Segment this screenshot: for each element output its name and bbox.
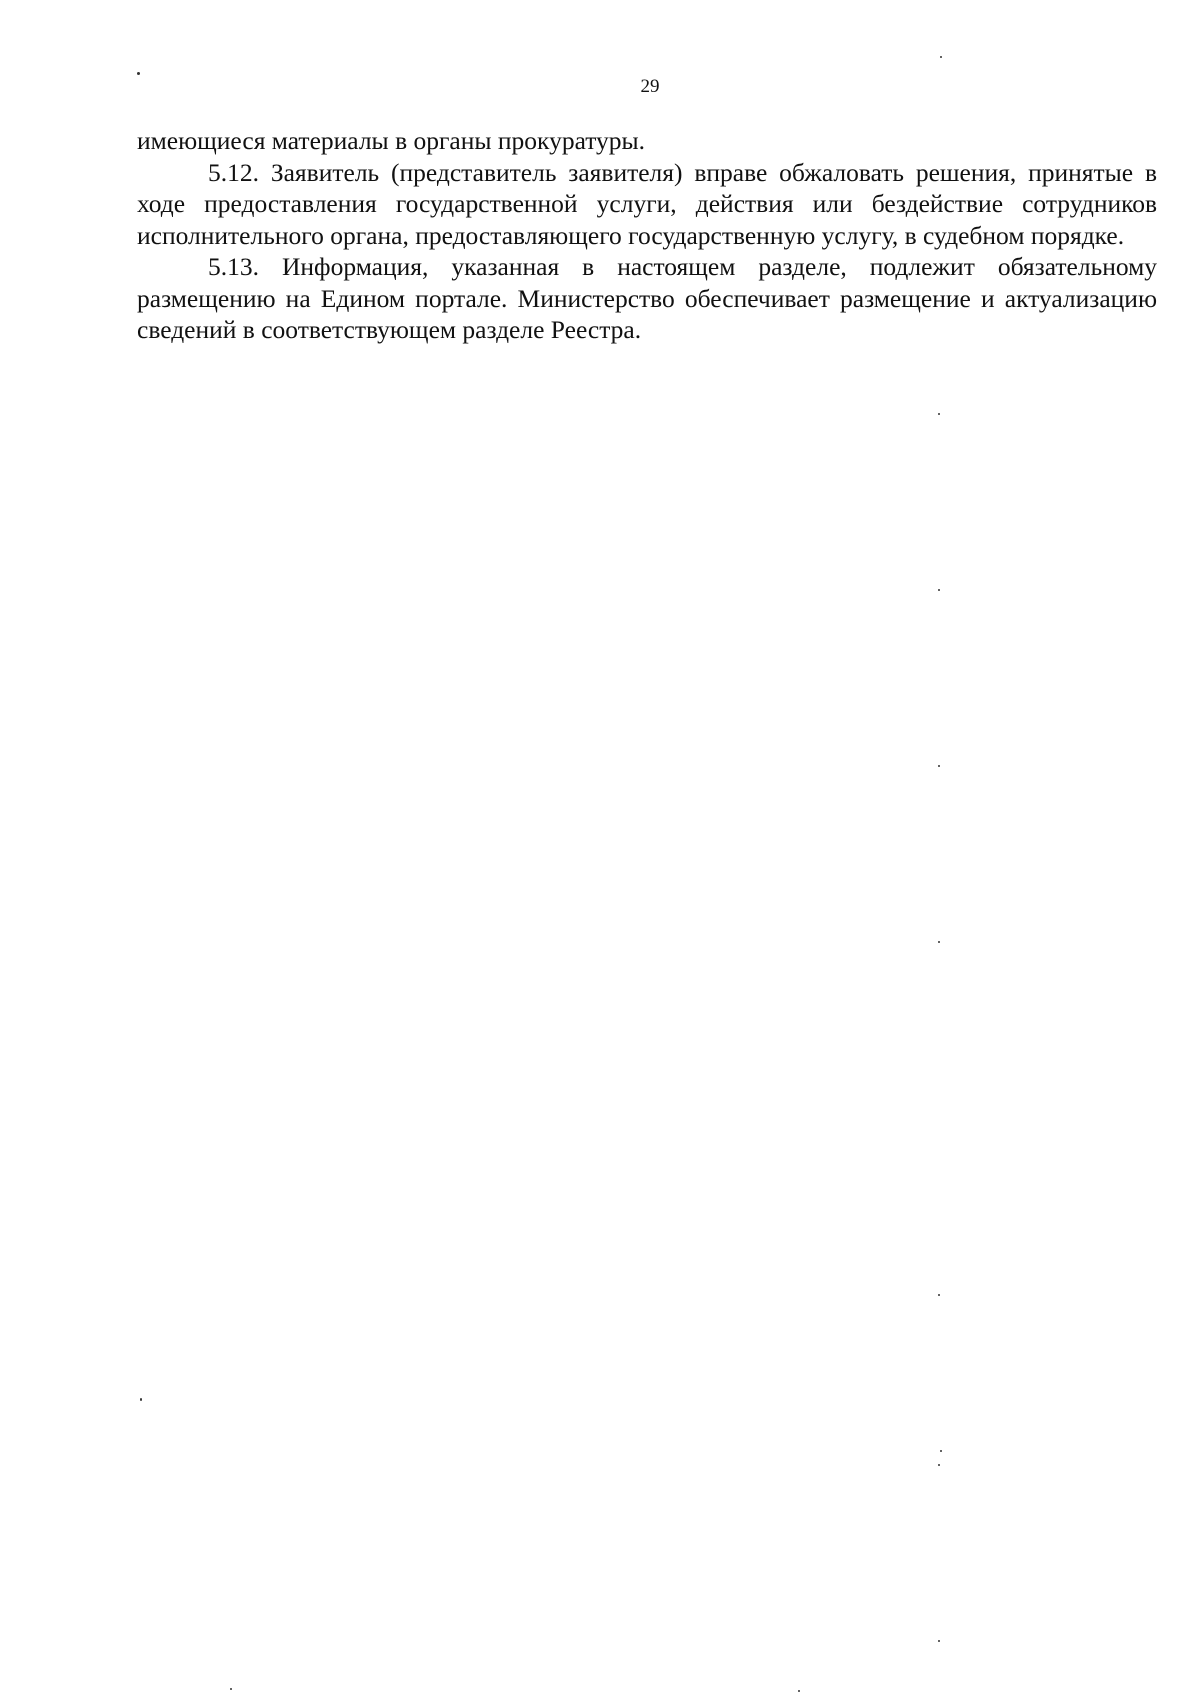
scan-speck (938, 765, 940, 767)
page-number: 29 (640, 76, 660, 97)
paragraph-text: Информация, указанная в настоящем разделе, подлежит обязательному размещению на Едином портале. Министерство обеспечивает размещение и актуализацию сведений в соответствующем разделе Реестра. (137, 252, 1157, 344)
scan-speck (940, 1450, 942, 1452)
paragraph-5-13 (137, 251, 1157, 346)
paragraph-5-12 (137, 157, 1157, 252)
scan-speck (938, 413, 940, 415)
scan-speck (938, 1294, 940, 1296)
scan-speck (798, 1690, 800, 1692)
paragraph-continuation (137, 125, 1157, 157)
paragraph-number: 5.13. (208, 252, 259, 281)
scan-speck (137, 72, 140, 75)
paragraph-text: имеющиеся материалы в органы прокуратуры. (137, 126, 646, 155)
scan-speck (938, 589, 940, 591)
scan-speck (140, 1398, 142, 1401)
scan-speck (938, 1464, 940, 1466)
scan-speck (940, 56, 942, 58)
scan-speck (230, 1688, 232, 1690)
scan-speck (938, 1640, 940, 1642)
paragraph-number: 5.12. (208, 157, 259, 187)
paragraph-text: Заявитель (представитель заявителя) вправе обжаловать решения, принятые в ходе предоставления государственной услуги, действия или бездействие сотрудников исполнительного органа, предоставляющего государственную услугу, в судебном порядке. (137, 157, 1157, 250)
document-body (137, 125, 1157, 346)
scan-speck (938, 941, 940, 943)
